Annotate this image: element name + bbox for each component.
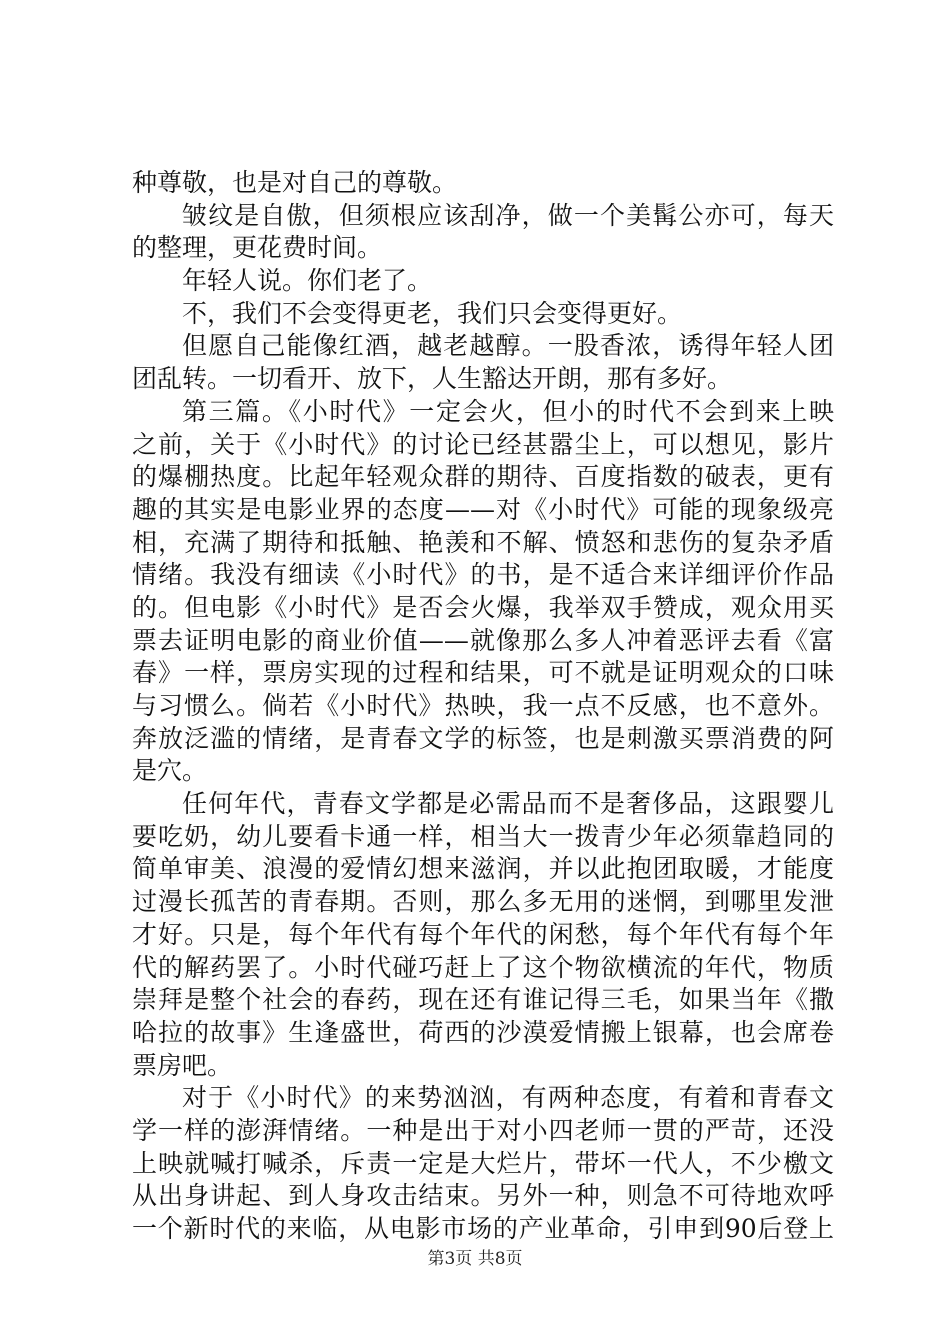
text-line: 情绪。我没有细读《小时代》的书，是不适合来详细评价作品 bbox=[132, 560, 834, 590]
text-line: 相，充满了期待和抵触、艳羡和不解、愤怒和悲伤的复杂矛盾 bbox=[132, 527, 834, 557]
text-line: 从出身讲起、到人身攻击结束。另外一种，则急不可待地欢呼 bbox=[132, 1181, 834, 1211]
text-line: 票房吧。 bbox=[132, 1050, 233, 1080]
text-line: 崇拜是整个社会的春药，现在还有谁记得三毛，如果当年《撒 bbox=[132, 985, 834, 1015]
text-line: 的整理，更花费时间。 bbox=[132, 233, 383, 263]
text-line: 年轻人说。你们老了。 bbox=[182, 266, 433, 296]
text-line: 之前，关于《小时代》的讨论已经甚嚣尘上，可以想见，影片 bbox=[132, 429, 834, 459]
text-line: 的。但电影《小时代》是否会火爆，我举双手赞成，观众用买 bbox=[132, 592, 834, 622]
text-line: 上映就喊打喊杀，斥责一定是大烂片，带坏一代人，不少檄文 bbox=[132, 1148, 834, 1178]
text-line: 的爆棚热度。比起年轻观众群的期待、百度指数的破表，更有 bbox=[132, 462, 834, 492]
text-line: 才好。只是，每个年代有每个年代的闲愁，每个年代有每个年 bbox=[132, 919, 834, 949]
text-line: 与习惯么。倘若《小时代》热映，我一点不反感，也不意外。 bbox=[132, 691, 834, 720]
text-line: 简单审美、浪漫的爱情幻想来滋润，并以此抱团取暖，才能度 bbox=[132, 854, 834, 884]
text-line: 不，我们不会变得更老，我们只会变得更好。 bbox=[182, 298, 683, 328]
body-text bbox=[132, 167, 834, 1246]
text-line: 趣的其实是电影业界的态度——对《小时代》可能的现象级亮 bbox=[132, 494, 834, 524]
text-line: 学一样的澎湃情绪。一种是出于对小四老师一贯的严苛，还没 bbox=[132, 1115, 834, 1145]
text-line: 要吃奶，幼儿要看卡通一样，相当大一拨青少年必须靠趋同的 bbox=[132, 821, 834, 851]
text-line: 任何年代，青春文学都是必需品而不是奢侈品，这跟婴儿 bbox=[182, 789, 834, 819]
text-line: 春》一样，票房实现的过程和结果，可不就是证明观众的口味 bbox=[132, 658, 834, 688]
text-line: 哈拉的故事》生逢盛世，荷西的沙漠爱情搬上银幕，也会席卷 bbox=[132, 1017, 834, 1047]
text-line: 票去证明电影的商业价值——就像那么多人冲着恶评去看《富 bbox=[132, 625, 834, 655]
text-line: 第三篇。《小时代》一定会火，但小的时代不会到来上映 bbox=[182, 396, 834, 426]
page-footer: 第3页 共8页 bbox=[427, 1249, 523, 1269]
text-line: 种尊敬，也是对自己的尊敬。 bbox=[132, 168, 458, 197]
text-line: 团乱转。一切看开、放下，人生豁达开朗，那有多好。 bbox=[132, 364, 733, 394]
text-line: 对于《小时代》的来势汹汹，有两种态度，有着和青春文 bbox=[182, 1083, 834, 1113]
text-line: 但愿自己能像红酒，越老越醇。一股香浓，诱得年轻人团 bbox=[182, 331, 834, 361]
text-line: 代的解药罢了。小时代碰巧赶上了这个物欲横流的年代，物质 bbox=[132, 952, 834, 982]
text-line: 皱纹是自傲，但须根应该刮净，做一个美髯公亦可，每天 bbox=[182, 200, 834, 230]
text-line: 一个新时代的来临，从电影市场的产业革命，引申到90后登上 bbox=[132, 1214, 834, 1243]
text-line: 过漫长孤苦的青春期。否则，那么多无用的迷惘，到哪里发泄 bbox=[132, 887, 834, 917]
text-line: 奔放泛滥的情绪，是青春文学的标签，也是刺激买票消费的阿 bbox=[132, 723, 834, 753]
text-line: 是穴。 bbox=[132, 756, 208, 786]
